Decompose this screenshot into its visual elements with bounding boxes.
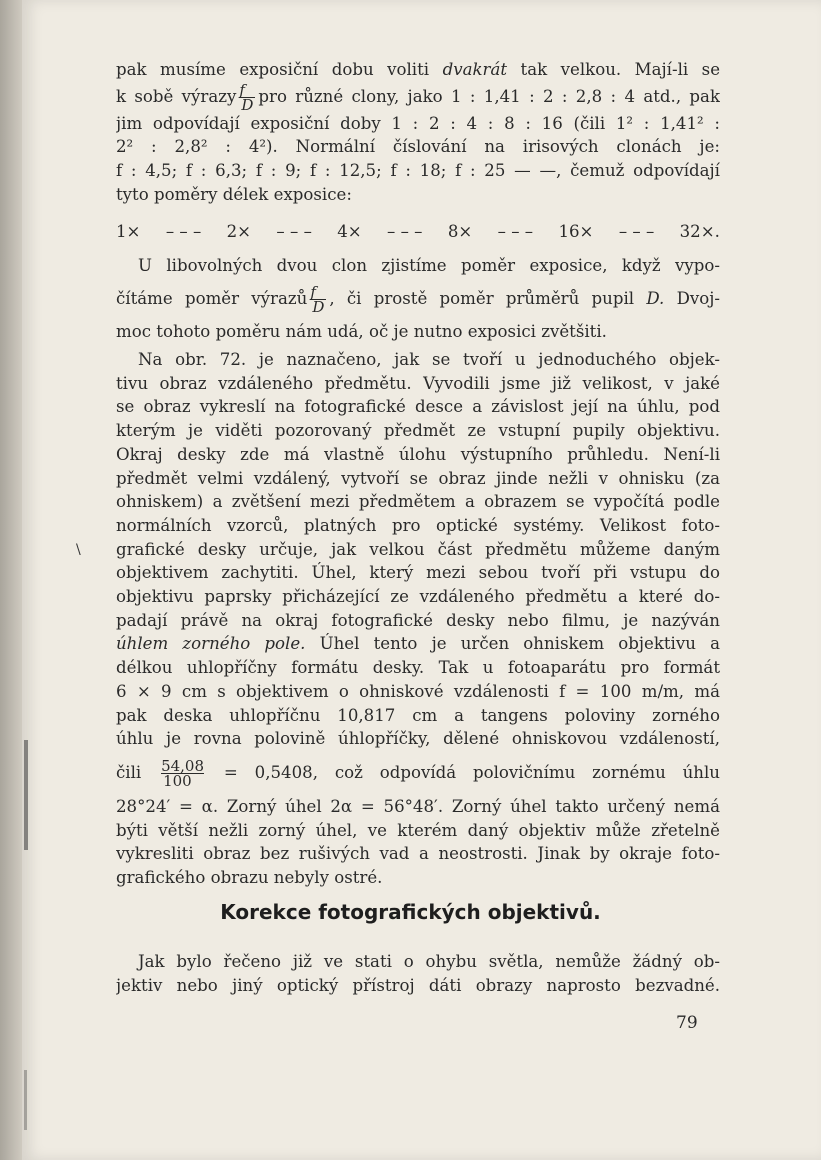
text-line: normálních vzorců, platných pro optické systémy. Velikost foto- (116, 515, 720, 535)
text-line: vykresliti obraz bez rušivých vad a neostrosti. Jinak by okraje foto- (116, 844, 720, 864)
text-line: se obraz vykreslí na fotografické desce a závislost její na úhlu, pod (116, 397, 720, 417)
text-line: jektiv nebo jiný optický přístroj dáti obrazy naprosto bezvadné. (116, 975, 720, 995)
text-line: f : 4,5; f : 6,3; f : 9; f : 12,5; f : 18; f : 25 — —, čemuž odpovídají (116, 161, 720, 181)
text-line: objektivem zachytiti. Úhel, který mezi sebou tvoří při vstupu do (116, 563, 720, 583)
text-line: 28°24′ = α. Zorný úhel 2α = 56°48′. Zorný úhel takto určený nemá (116, 796, 720, 816)
seq-item: 32×. (679, 222, 720, 241)
text-line: čili $\frac{54,08}{100}$ = 0,5408, což odpovídá polovičnímu zornému úhlu (116, 756, 720, 790)
seq-dash: – – – (497, 222, 534, 241)
text-line: 6 × 9 cm s objektivem o ohniskové vzdálenosti f = 100 m/m, má (116, 681, 720, 701)
text-line: grafické desky určuje, jak velkou část předmětu můžeme daným (116, 539, 720, 559)
section-heading: Korekce fotografických objektivů. (220, 900, 601, 924)
text-line: padají právě na okraj fotografické desky nebo filmu, je nazýván (116, 610, 720, 630)
paragraph-aperture-ratio (116, 254, 720, 343)
text-line: kterým je viděti pozorovaný předmět ze vstupní pupily objektivu. (116, 421, 720, 441)
exposure-sequence (116, 222, 720, 241)
paragraph-lens-correction (116, 950, 720, 997)
text-line: úhlu je rovna polovině úhlopříčky, dělené ohniskovou vzdáleností, (116, 729, 720, 749)
text-line: objektivu paprsky přicházející ze vzdáleného předmětu a které do- (116, 587, 720, 607)
fraction-f-over-D: $\frac{f}{D}$ (310, 282, 325, 316)
margin-pencil-mark: \ (76, 542, 81, 558)
seq-item: 4× (337, 222, 362, 241)
seq-item: 16× (558, 222, 594, 241)
text-line: 2² : 2,8² : 4²). Normální číslování na irisových clonách je: (116, 137, 720, 157)
text-line: tyto poměry délek exposice: (116, 184, 352, 204)
text-line: čítáme poměr výrazů $\frac{f}{D}$ , či prostě poměr průměrů pupil D. Dvoj- (116, 282, 720, 316)
seq-dash: – – – (387, 222, 423, 241)
fraction-tangent: $\frac{54,08}{100}$ (161, 756, 205, 790)
scan-edge-mark (24, 1070, 27, 1130)
seq-item: 8× (447, 222, 473, 241)
text-line: býti větší nežli zorný úhel, ve kterém daný objektiv může zřetelně (116, 820, 720, 840)
paragraph-field-of-view (116, 348, 720, 890)
paragraph-exposure-intro (116, 58, 720, 207)
book-gutter (0, 0, 22, 1160)
text-line: U libovolných dvou clon zjistíme poměr exposice, když vypo- (138, 256, 720, 275)
fraction-f-over-D: $\frac{f}{D}$ (239, 81, 254, 112)
text-line: tivu obraz vzdáleného předmětu. Vyvodili jsme již velikost, v jaké (116, 373, 720, 393)
text-line: Jak bylo řečeno již ve stati o ohybu světla, nemůže žádný ob- (138, 952, 720, 971)
text-line: Na obr. 72. je naznačeno, jak se tvoří u jednoduchého objek- (138, 350, 720, 369)
seq-item: 2× (226, 222, 252, 241)
seq-item: 1× (116, 222, 141, 241)
text-line: pak deska uhlopříčnu 10,817 cm a tangens poloviny zorného (116, 705, 720, 725)
seq-dash: – – – (165, 222, 202, 241)
text-line: k sobě výrazy $\frac{f}{D}$ pro různé clony, jako 1 : 1,41 : 2 : 2,8 : 4 atd., pak (116, 81, 720, 112)
scan-edge-mark (24, 740, 28, 850)
text-line: grafického obrazu nebyly ostré. (116, 868, 383, 888)
text-line: úhlem zorného pole. Úhel tento je určen ohniskem objektivu a (116, 634, 720, 654)
seq-dash: – – – (618, 222, 655, 241)
text-line: jim odpovídají exposiční doby 1 : 2 : 4 : 8 : 16 (čili 1² : 1,41² : (116, 113, 720, 133)
page-number: 79 (676, 1013, 698, 1033)
text-line: délkou uhlopříčny formátu desky. Tak u fotoaparátu pro formát (116, 658, 720, 678)
text-line: moc tohoto poměru nám udá, oč je nutno exposici zvětšiti. (116, 321, 607, 341)
seq-dash: – – – (276, 222, 312, 241)
text-line: ohniskem) a zvětšení mezi předmětem a obrazem se vypočítá podle (116, 492, 720, 512)
text-line: pak musíme exposiční dobu voliti dvakrát tak velkou. Mají-li se (116, 60, 720, 79)
text-line: Okraj desky zde má vlastně úlohu výstupního průhledu. Není-li (116, 444, 720, 464)
text-line: předmět velmi vzdálený, vytvoří se obraz jinde nežli v ohnisku (za (116, 468, 720, 488)
